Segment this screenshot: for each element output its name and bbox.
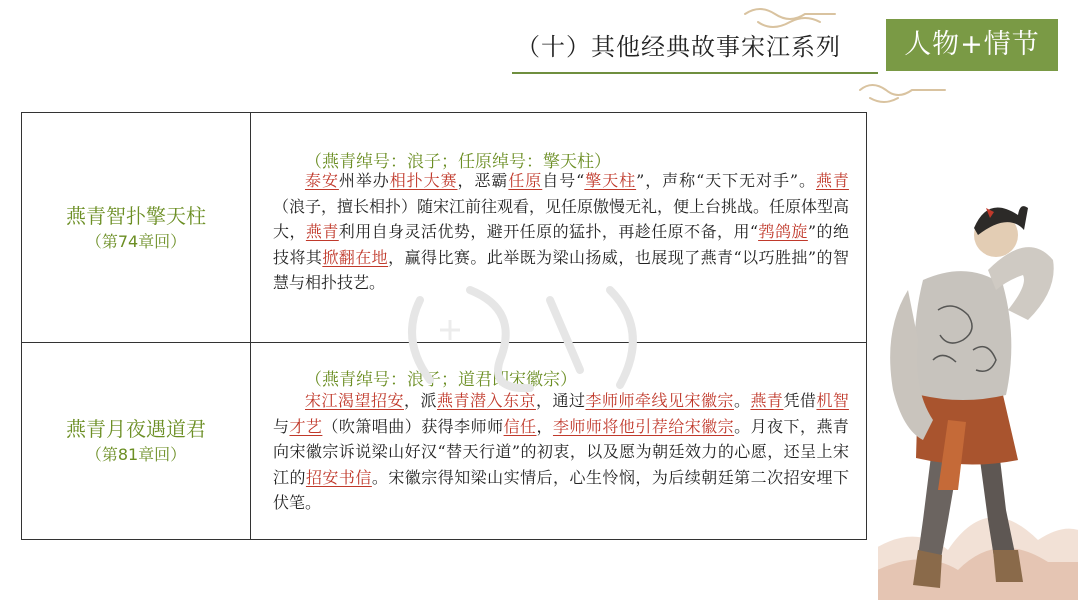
story-text-segment: （浪子，擅长相扑）随宋江前往观看，见任原傲慢无礼，便上台挑战。任原体型高大， [273,196,850,241]
highlighted-term: 才艺 [289,416,323,436]
story-text-segment: ，派 [403,391,437,410]
swordsman-illustration [878,190,1078,600]
story-text-segment: ， [536,416,553,436]
highlighted-term: 宋江渴望招安 [305,391,404,410]
highlighted-term: 李师师将他引荐给宋徽宗 [552,416,735,436]
story-text-segment: 。月夜下，燕青向宋徽宗诉说梁山好汉“替天行道”的初衷，以及愿为朝廷效力的心愿，还呈上宋江的 [273,416,849,487]
story-title-cell [22,113,251,342]
table-row [22,343,866,539]
story-text-segment: 与 [273,416,290,436]
story-text-segment: 利用自身灵活优势，避开任原的猛扑，再趁任原不备，用“ [338,222,759,241]
story-text-segment: 凭借 [783,391,817,410]
story-content-cell [251,113,866,342]
table-row [22,113,866,343]
story-text-segment: ，通过 [535,391,586,410]
story-text-segment: 州举办 [338,171,390,190]
story-chapter: （第81章回） [85,445,187,464]
story-text-segment: ，赢得比赛。此举既为梁山扬威，也展现了燕青“以巧胜拙”的智慧与相扑技艺。 [273,247,849,292]
highlighted-term: 燕青 [305,222,339,241]
story-content-cell [251,343,866,539]
highlighted-term: 掀翻在地 [322,247,389,267]
story-text-segment: 自号“ [542,171,585,190]
story-title: 燕青智扑擎天柱 [66,203,206,228]
category-badge: 人物+情节 [886,19,1058,71]
highlighted-term: 燕青 [815,171,849,190]
nickname-note: （燕青绰号：浪子；任原绰号：擎天柱） [305,152,611,172]
story-text-segment: ”的绝技将其 [273,222,849,267]
highlighted-term: 任原 [508,171,543,190]
story-text-segment: ”，声称“天下无对手”。 [636,171,816,190]
story-text-segment: （吹箫唱曲）获得李师师 [322,416,504,436]
story-text-segment: 。 [733,391,751,410]
nickname-note: （燕青绰号：浪子；道君即宋徽宗） [305,370,577,390]
highlighted-term: 信任 [503,416,537,436]
highlighted-term: 鹁鸽旋 [758,222,808,241]
story-title: 燕青月夜遇道君 [66,417,206,441]
highlighted-term: 燕青 [750,391,784,410]
highlighted-term: 擎天柱 [584,171,637,190]
story-text [273,388,849,516]
highlighted-term: 招安书信 [305,467,372,487]
highlighted-term: 燕青潜入东京 [436,391,536,410]
title-underline [512,72,878,74]
story-table [21,112,867,540]
story-chapter: （第74章回） [85,231,187,251]
story-text-segment: 。宋徽宗得知梁山实情后，心生怜悯，为后续朝廷第二次招安埋下伏笔。 [273,467,849,512]
story-text [273,168,849,296]
highlighted-term: 机智 [816,391,849,410]
highlighted-term: 相扑大赛 [389,171,458,190]
highlighted-term: 李师师牵线见宋徽宗 [585,391,734,410]
story-text-segment: ，恶霸 [457,171,509,190]
highlighted-term: 泰安 [305,171,339,190]
story-title-cell [22,343,251,539]
page-title: （十）其他经典故事宋江系列 [516,33,841,61]
